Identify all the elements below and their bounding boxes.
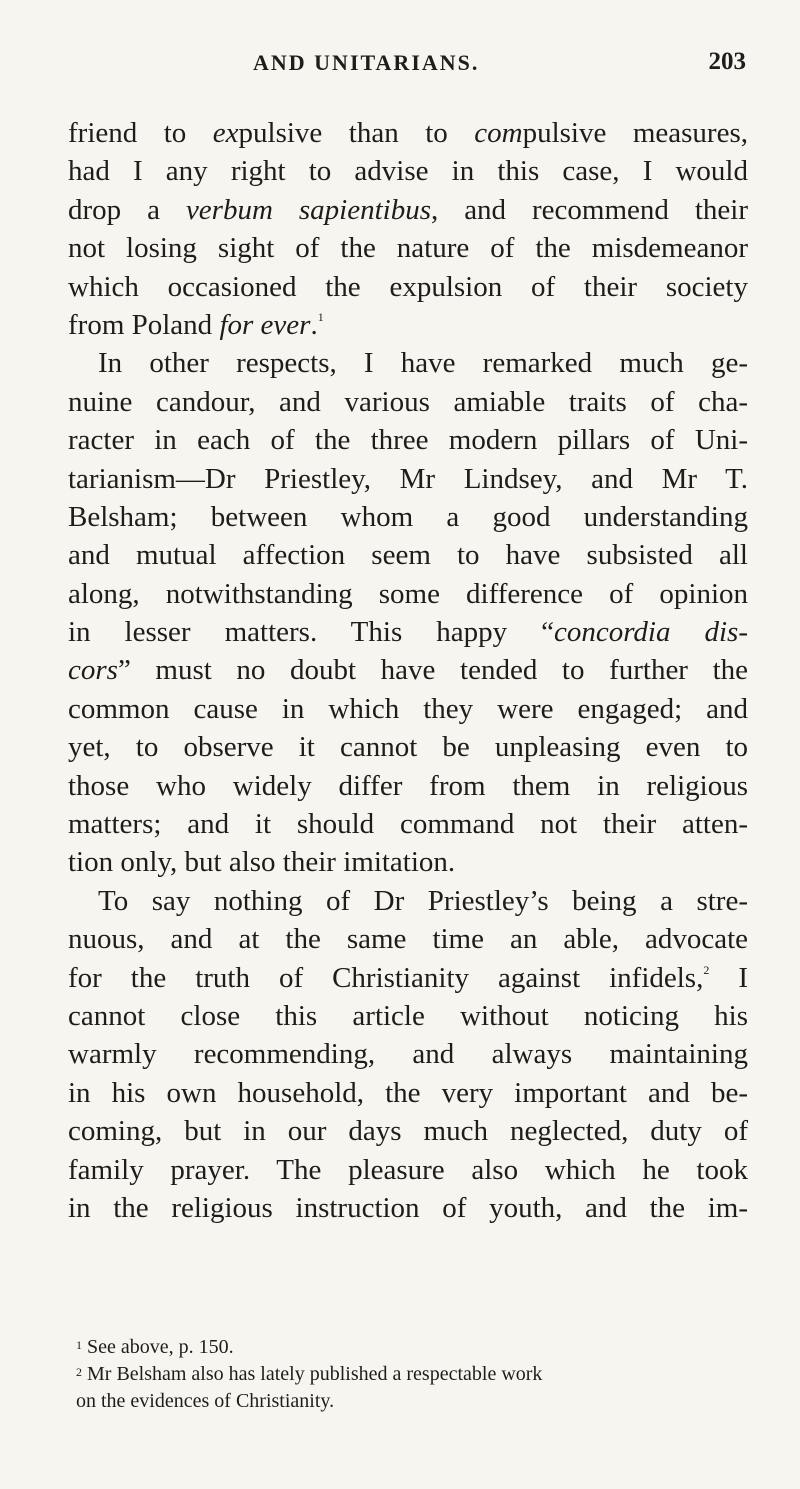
- text-line: [68, 460, 748, 498]
- page-number: 203: [708, 48, 746, 75]
- text-span: warmly recommending, and always maintaining: [68, 1038, 748, 1071]
- text-span: pulsive than to: [238, 117, 475, 149]
- text-span: in the religious instruction of youth, and the im-: [68, 1191, 748, 1224]
- text-span: in his own household, the very important and be-: [68, 1076, 748, 1109]
- text-span: Belsham; between whom a good understanding: [68, 500, 748, 533]
- text-span: ” must no doubt have tended to further the: [117, 654, 748, 687]
- text-line: [68, 229, 748, 267]
- text-line: [68, 152, 748, 190]
- text-line: [68, 728, 748, 766]
- footnote-marker: 1: [76, 1338, 82, 1352]
- text-span: family prayer. The pleasure also which he took: [68, 1153, 748, 1186]
- footnotes: [76, 1334, 756, 1415]
- text-span: on the evidences of Christianity.: [76, 1390, 335, 1412]
- text-span: for the truth of Christianity against infidels,: [68, 961, 704, 994]
- footnote-line: [76, 1388, 756, 1415]
- text-span: tion only, but also their imitation.: [68, 846, 456, 879]
- italic-text: for ever: [219, 308, 311, 341]
- text-line: [68, 1151, 748, 1189]
- text-line: [68, 575, 748, 613]
- running-head: AND UNITARIANS.: [253, 50, 480, 75]
- text-span: coming, but in our days much neglected, duty of: [68, 1115, 748, 1148]
- text-span: Mr Belsham also has lately published a respectable work: [82, 1363, 543, 1385]
- body-text: [68, 114, 748, 1227]
- text-line: [68, 767, 748, 805]
- text-line: [68, 920, 748, 958]
- text-span: drop a: [68, 193, 186, 226]
- text-span: To say nothing of Dr Priestley’s being a stre-: [98, 884, 748, 917]
- text-line: [68, 536, 748, 574]
- text-span: See above, p. 150.: [82, 1336, 234, 1358]
- text-line: [68, 843, 748, 881]
- text-span: tarianism—Dr Priestley, Mr Lindsey, and Mr T.: [68, 462, 748, 495]
- text-line: [68, 651, 748, 689]
- text-span: .: [310, 308, 318, 341]
- italic-text: verbum sapientibus: [185, 193, 431, 226]
- footnote-line: [76, 1334, 756, 1361]
- italic-text: concordia dis-: [553, 616, 748, 649]
- footnote-marker: 2: [76, 1365, 82, 1379]
- text-span: In other respects, I have remarked much ge-: [98, 347, 748, 380]
- text-span: from Poland: [68, 308, 220, 341]
- text-span: not losing sight of the nature of the misdemeanor: [68, 232, 748, 265]
- text-span: , and recommend their: [430, 193, 748, 226]
- text-span: pulsive measures,: [522, 117, 748, 149]
- text-span: which occasioned the expulsion of their society: [68, 270, 748, 303]
- text-span: had I any right to advise in this case, I would: [68, 155, 748, 188]
- page-header: [0, 50, 800, 90]
- text-span: and mutual affection seem to have subsisted all: [68, 539, 748, 572]
- text-line: [68, 1074, 748, 1112]
- footnote-marker: 2: [703, 962, 710, 977]
- text-line: [68, 1112, 748, 1150]
- italic-text: cors: [68, 654, 118, 687]
- footnote-marker: 1: [317, 309, 324, 324]
- text-span: along, notwithstanding some difference of opinion: [68, 577, 748, 610]
- text-line: [68, 1035, 748, 1073]
- text-line: [68, 997, 748, 1035]
- text-span: yet, to observe it cannot be unpleasing even to: [68, 731, 748, 764]
- text-line: [68, 805, 748, 843]
- text-line: [68, 306, 748, 344]
- text-span: those who widely differ from them in religious: [68, 769, 748, 802]
- text-line: [68, 114, 748, 152]
- text-span: nuous, and at the same time an able, advocate: [68, 923, 748, 956]
- italic-text: com: [474, 117, 523, 149]
- text-span: common cause in which they were engaged; and: [68, 692, 748, 725]
- text-span: nuine candour, and various amiable traits of cha-: [68, 385, 748, 418]
- text-line: [68, 613, 748, 651]
- text-line: [68, 1189, 748, 1227]
- text-line: [68, 383, 748, 421]
- text-line: [68, 498, 748, 536]
- text-line: [68, 268, 748, 306]
- text-span: in lesser matters. This happy “: [68, 616, 554, 649]
- text-line: [68, 882, 748, 920]
- text-line: [68, 191, 748, 229]
- text-line: [68, 344, 748, 382]
- text-line: [68, 690, 748, 728]
- text-span: racter in each of the three modern pillars of Uni-: [68, 424, 748, 457]
- text-line: [68, 421, 748, 459]
- footnote-line: [76, 1361, 756, 1388]
- text-span: cannot close this article without noticing his: [68, 999, 748, 1032]
- text-span: friend to: [68, 117, 213, 149]
- italic-text: ex: [212, 117, 239, 149]
- text-span: matters; and it should command not their atten-: [68, 808, 748, 841]
- text-line: [68, 959, 748, 997]
- text-span: I: [709, 961, 748, 994]
